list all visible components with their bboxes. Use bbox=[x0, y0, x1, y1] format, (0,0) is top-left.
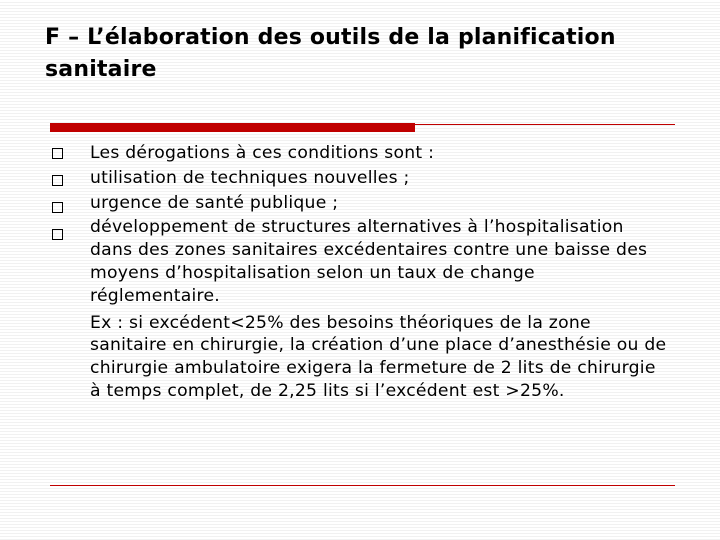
square-bullet-icon bbox=[52, 175, 63, 186]
square-bullet-icon bbox=[52, 148, 63, 159]
slide-title bbox=[45, 22, 685, 86]
bullet-item: utilisation de techniques nouvelles ; bbox=[90, 167, 410, 188]
bullet-item: développement de structures alternatives à l’hospitalisation dans des zones sanitaires excédentaires contre une baisse des moyens d’hospitalisation selon un taux de change réglementaire. bbox=[90, 217, 648, 306]
footer-divider bbox=[50, 485, 675, 486]
title-divider-accent-bar bbox=[50, 123, 415, 132]
bullet-item: Les dérogations à ces conditions sont : bbox=[90, 143, 435, 163]
slide-title-line-2: sanitaire bbox=[45, 57, 157, 82]
example-paragraph: Ex : si excédent<25% des besoins théoriques de la zone sanitaire en chirurgie, la création d’une place d’anesthésie ou de chirurgie ambulatoire exigera la fermeture de 2 lits de chirurgie à temps complet, de 2,25 lits si l’excédent est >25%. bbox=[90, 312, 667, 401]
square-bullet-icon bbox=[52, 202, 63, 213]
slide-title-line-1: F – L’élaboration des outils de la planification bbox=[45, 25, 616, 50]
square-bullet-icon bbox=[52, 229, 63, 240]
slide-body bbox=[90, 142, 670, 403]
bullet-item: urgence de santé publique ; bbox=[90, 192, 339, 213]
